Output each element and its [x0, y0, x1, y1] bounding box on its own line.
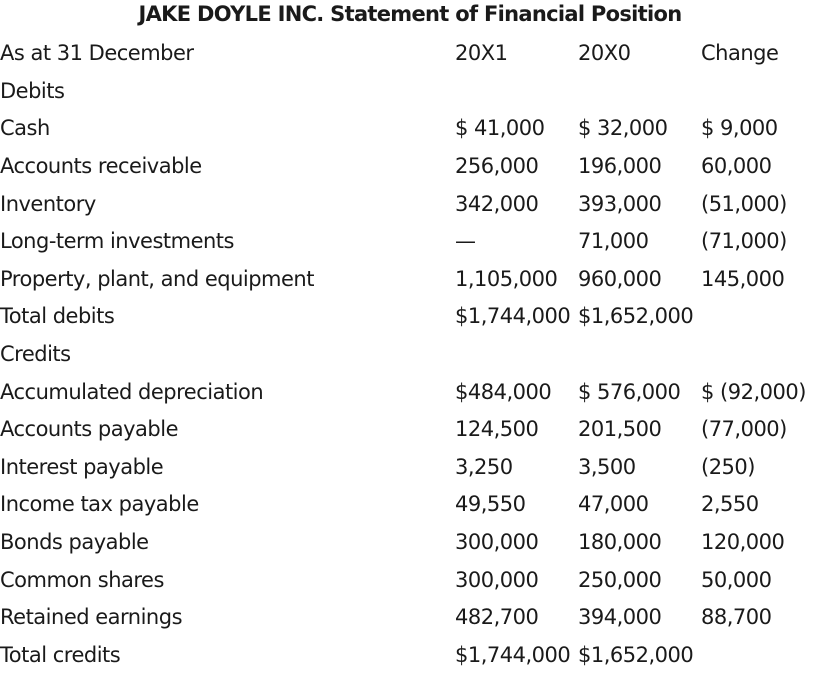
- table-row: [0, 449, 813, 487]
- row-value-change: [701, 637, 813, 674]
- row-value-20x1: 300,000: [455, 524, 578, 562]
- row-value-20x1: 256,000: [455, 148, 578, 186]
- row-value-change: $ 9,000: [701, 110, 813, 148]
- row-value-20x0: [578, 336, 701, 374]
- row-value-change: 2,550: [701, 486, 813, 524]
- row-value-20x0: 71,000: [578, 223, 701, 261]
- table-row: [0, 148, 813, 186]
- row-value-20x0: 394,000: [578, 599, 701, 637]
- row-value-change: 88,700: [701, 599, 813, 637]
- row-label: Common shares: [0, 561, 455, 599]
- row-value-20x0: [578, 73, 701, 111]
- table-row: [0, 411, 813, 449]
- row-label: Accounts payable: [0, 411, 455, 449]
- row-label: Credits: [0, 336, 455, 374]
- table-row: [0, 185, 813, 223]
- total-row-debits: [0, 298, 813, 336]
- row-value-20x0: 47,000: [578, 486, 701, 524]
- row-label: Accumulated depreciation: [0, 373, 455, 411]
- row-label: Total credits: [0, 637, 455, 674]
- row-value-20x1: 49,550: [455, 486, 578, 524]
- row-label: Total debits: [0, 298, 455, 336]
- table-row: [0, 486, 813, 524]
- row-value-20x0: $ 32,000: [578, 110, 701, 148]
- header-year1: 20X1: [455, 35, 578, 73]
- row-value-20x1: $1,744,000: [455, 637, 578, 674]
- row-value-change: 120,000: [701, 524, 813, 562]
- row-label: Cash: [0, 110, 455, 148]
- row-value-change: 145,000: [701, 261, 813, 299]
- row-label: Debits: [0, 73, 455, 111]
- header-year0: 20X0: [578, 35, 701, 73]
- row-value-change: (250): [701, 449, 813, 487]
- row-value-20x1: 124,500: [455, 411, 578, 449]
- row-label: Retained earnings: [0, 599, 455, 637]
- row-value-20x1: $484,000: [455, 373, 578, 411]
- section-row-debits: [0, 73, 813, 111]
- table-row: [0, 261, 813, 299]
- table-row: [0, 599, 813, 637]
- row-value-change: 50,000: [701, 561, 813, 599]
- row-value-20x0: $ 576,000: [578, 373, 701, 411]
- row-value-20x1: 300,000: [455, 561, 578, 599]
- row-label: Long-term investments: [0, 223, 455, 261]
- header-label: As at 31 December: [0, 35, 455, 73]
- header-change: Change: [701, 35, 813, 73]
- row-value-20x1: $ 41,000: [455, 110, 578, 148]
- row-value-20x0: $1,652,000: [578, 637, 701, 674]
- row-value-20x1: —: [455, 223, 578, 261]
- row-value-change: (77,000): [701, 411, 813, 449]
- row-value-20x1: $1,744,000: [455, 298, 578, 336]
- row-value-20x1: [455, 73, 578, 111]
- row-value-change: $ (92,000): [701, 373, 813, 411]
- row-label: Income tax payable: [0, 486, 455, 524]
- row-value-20x1: 482,700: [455, 599, 578, 637]
- row-label: Accounts receivable: [0, 148, 455, 186]
- table-row: [0, 561, 813, 599]
- row-value-20x0: 960,000: [578, 261, 701, 299]
- row-value-20x1: 342,000: [455, 185, 578, 223]
- row-value-20x1: 1,105,000: [455, 261, 578, 299]
- table-row: [0, 524, 813, 562]
- total-row-credits: [0, 637, 813, 674]
- row-value-change: [701, 298, 813, 336]
- row-value-20x1: [455, 336, 578, 374]
- row-value-change: (51,000): [701, 185, 813, 223]
- table-row: [0, 223, 813, 261]
- row-label: Inventory: [0, 185, 455, 223]
- row-label: Interest payable: [0, 449, 455, 487]
- row-value-20x0: 201,500: [578, 411, 701, 449]
- row-value-change: 60,000: [701, 148, 813, 186]
- row-label: Bonds payable: [0, 524, 455, 562]
- row-value-change: [701, 336, 813, 374]
- row-value-20x0: 3,500: [578, 449, 701, 487]
- row-value-20x0: 250,000: [578, 561, 701, 599]
- row-value-20x0: $1,652,000: [578, 298, 701, 336]
- section-row-credits: [0, 336, 813, 374]
- row-value-20x0: 196,000: [578, 148, 701, 186]
- header-row: [0, 35, 813, 73]
- statement-table: [0, 35, 813, 674]
- row-value-20x0: 393,000: [578, 185, 701, 223]
- row-value-change: [701, 73, 813, 111]
- table-row: [0, 110, 813, 148]
- statement-title: JAKE DOYLE INC. Statement of Financial Position: [0, 2, 813, 26]
- row-value-20x1: 3,250: [455, 449, 578, 487]
- row-label: Property, plant, and equipment: [0, 261, 455, 299]
- row-value-20x0: 180,000: [578, 524, 701, 562]
- table-row: [0, 373, 813, 411]
- row-value-change: (71,000): [701, 223, 813, 261]
